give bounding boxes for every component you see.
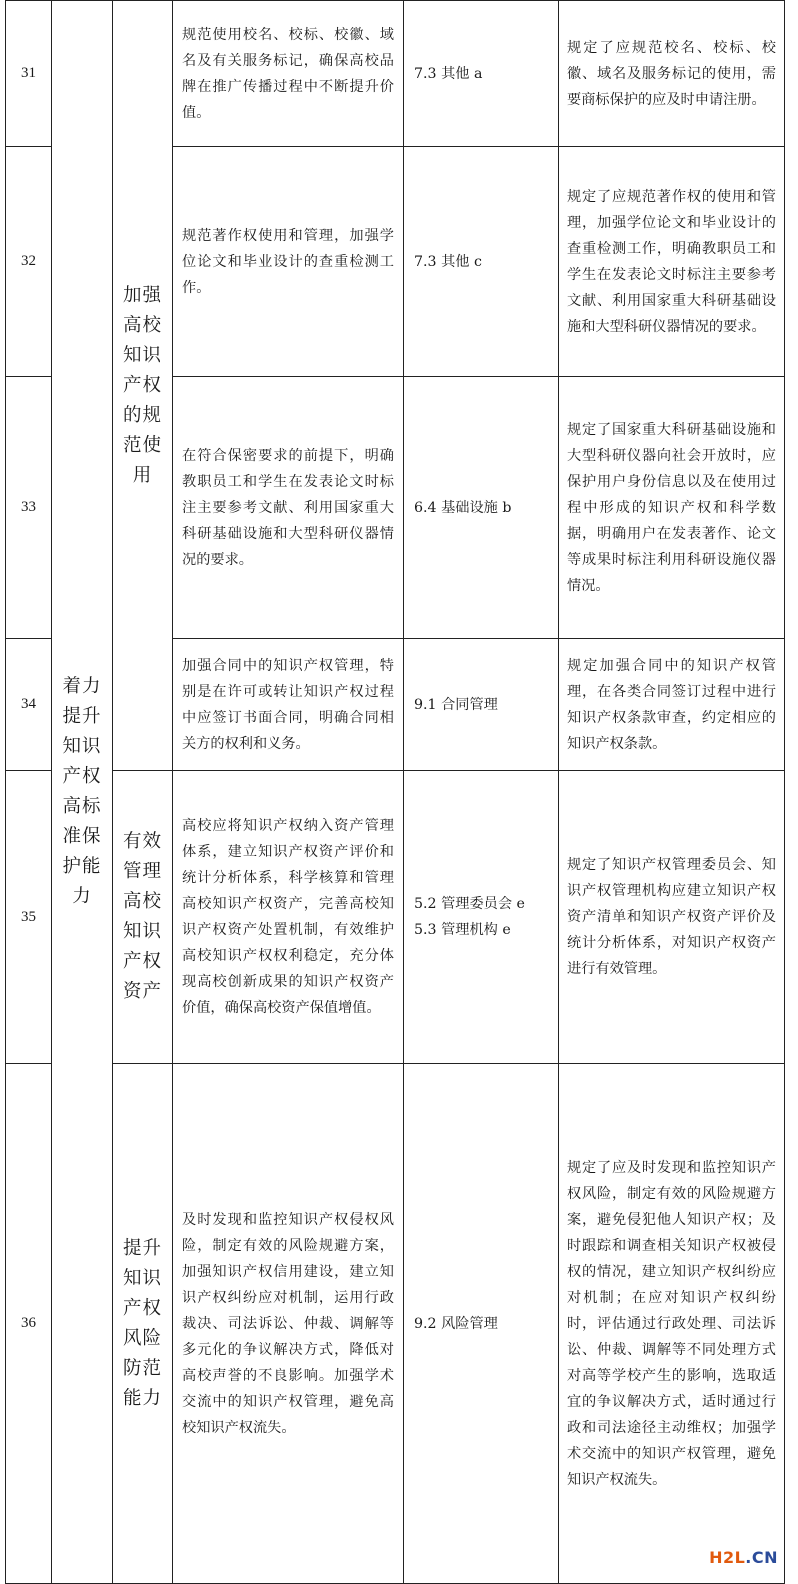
row-number: 35 [6, 771, 52, 1064]
row-number: 36 [6, 1064, 52, 1584]
clause-line: 5.2 管理委员会 e [414, 896, 525, 912]
site-watermark [709, 1548, 778, 1567]
group-cell [52, 1, 113, 1584]
group-label: 着力提升知识产权高标准保护能力 [62, 676, 102, 907]
clause-cell: 9.1 合同管理 [404, 639, 559, 771]
note-cell: 规定了应规范著作权的使用和管理，加强学位论文和毕业设计的查重检测工作，明确教职员工和学生在发表论文时标注主要参考文献、利用国家重大科研基础设施和大型科研仪器情况的要求。 [559, 147, 785, 377]
row-number: 31 [6, 1, 52, 147]
standards-mapping-table [5, 0, 785, 1584]
clause-line: 5.3 管理机构 e [414, 922, 511, 938]
clause-cell: 7.3 其他 a [404, 1, 559, 147]
table-row [6, 771, 785, 1064]
note-cell: 规定了应规范校名、校标、校徽、域名及服务标记的使用，需要商标保护的应及时申请注册。 [559, 1, 785, 147]
content-cell: 及时发现和监控知识产权侵权风险，制定有效的风险规避方案，加强知识产权信用建设，建立知识产权纠纷应对机制，运用行政裁决、司法诉讼、仲裁、调解等多元化的争议解决方式，降低对高校声誉的不良影响。加强学术交流中的知识产权管理，避免高校知识产权流失。 [173, 1064, 404, 1584]
clause-cell: 7.3 其他 c [404, 147, 559, 377]
watermark-part2: .CN [745, 1548, 778, 1567]
clause-cell: 9.2 风险管理 [404, 1064, 559, 1584]
subgroup-label: 提升知识产权风险防范能力 [122, 1237, 162, 1409]
note-cell: 规定了知识产权管理委员会、知识产权管理机构应建立知识产权资产清单和知识产权资产评价及统计分析体系，对知识产权资产进行有效管理。 [559, 771, 785, 1064]
clause-cell: 6.4 基础设施 b [404, 377, 559, 639]
subgroup-label: 有效管理高校知识产权资产 [122, 831, 162, 1002]
subgroup-cell [113, 771, 173, 1064]
content-cell: 加强合同中的知识产权管理，特别是在许可或转让知识产权过程中应签订书面合同，明确合同相关方的权利和义务。 [173, 639, 404, 771]
note-cell: 规定了应及时发现和监控知识产权风险，制定有效的风险规避方案，避免侵犯他人知识产权；及时跟踪和调查相关知识产权被侵权的情况，建立知识产权纠纷应对机制；在应对知识产权纠纷时，评估通过行政处理、司法诉讼、仲裁、调解等不同处理方式对高等学校产生的影响，选取适宜的争议解决方式，适时通过行政和司法途径主动维权；加强学术交流中的知识产权管理，避免知识产权流失。 [559, 1064, 785, 1584]
content-cell: 规范使用校名、校标、校徽、域名及有关服务标记，确保高校品牌在推广传播过程中不断提升价值。 [173, 1, 404, 147]
row-number: 34 [6, 639, 52, 771]
subgroup-cell [113, 1064, 173, 1584]
table-row [6, 1, 785, 147]
content-cell: 在符合保密要求的前提下，明确教职员工和学生在发表论文时标注主要参考文献、利用国家重大科研基础设施和大型科研仪器情况的要求。 [173, 377, 404, 639]
row-number: 32 [6, 147, 52, 377]
clause-cell [404, 771, 559, 1064]
note-cell: 规定加强合同中的知识产权管理，在各类合同签订过程中进行知识产权条款审查，约定相应的知识产权条款。 [559, 639, 785, 771]
row-number: 33 [6, 377, 52, 639]
content-cell: 规范著作权使用和管理，加强学位论文和毕业设计的查重检测工作。 [173, 147, 404, 377]
subgroup-label: 加强高校知识产权的规范使用 [122, 284, 162, 486]
content-cell: 高校应将知识产权纳入资产管理体系，建立知识产权资产评价和统计分析体系，科学核算和管理高校知识产权资产，完善高校知识产权资产处置机制，有效维护高校知识产权权利稳定，充分体现高校创新成果的知识产权资产价值，确保高校资产保值增值。 [173, 771, 404, 1064]
table-row [6, 1064, 785, 1584]
note-cell: 规定了国家重大科研基础设施和大型科研仪器向社会开放时，应保护用户身份信息以及在使用过程中形成的知识产权和科学数据，明确用户在发表著作、论文等成果时标注利用科研设施仪器情况。 [559, 377, 785, 639]
subgroup-cell [113, 1, 173, 771]
watermark-part1: H2L [709, 1548, 746, 1567]
